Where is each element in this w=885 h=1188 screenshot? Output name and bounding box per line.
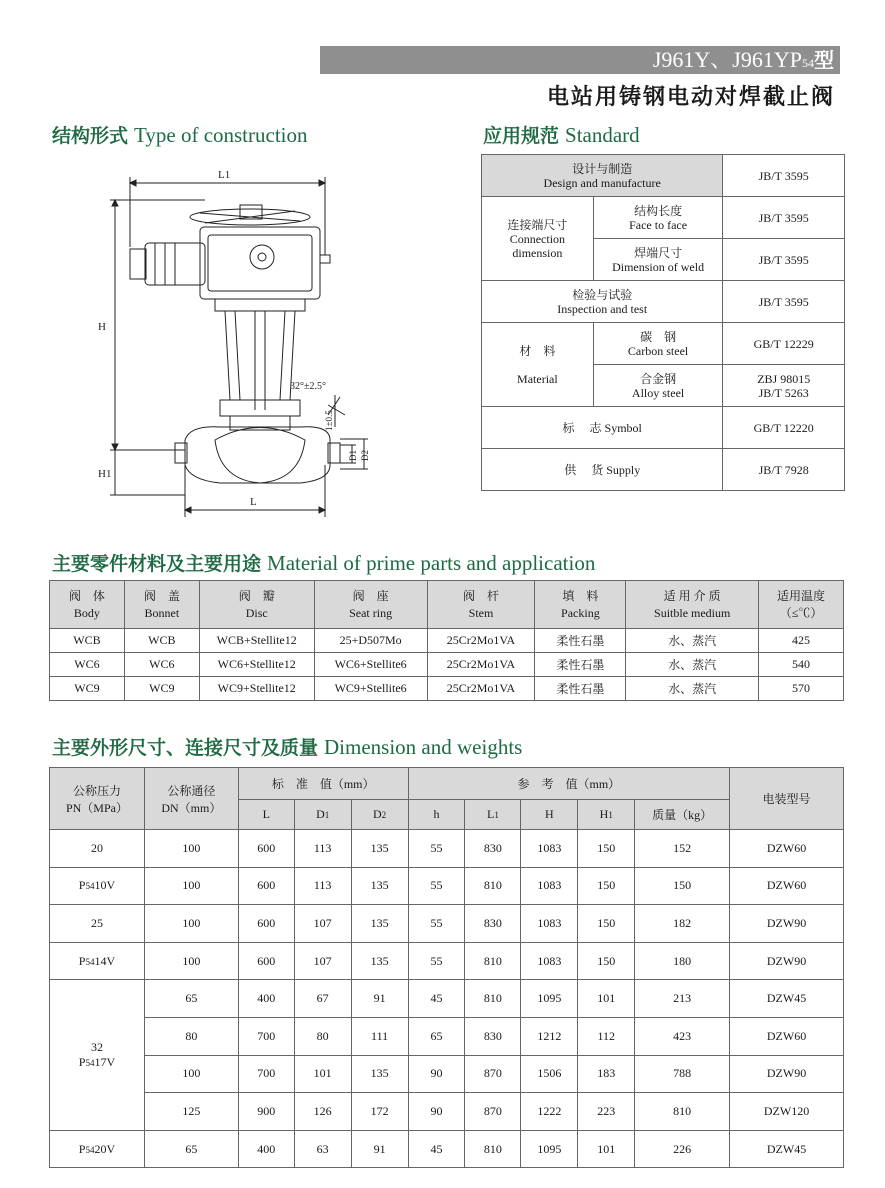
- connection-en2: dimension: [512, 245, 563, 260]
- table-row: [50, 905, 844, 943]
- dim-cell-h1: 112: [578, 1017, 635, 1055]
- table-row: [50, 942, 844, 980]
- alloy-code: [723, 365, 845, 407]
- dim-cell-l1: 830: [465, 1017, 521, 1055]
- col-d1-sub: 1: [324, 810, 330, 820]
- table-row: [50, 677, 844, 701]
- materials-cell: 25Cr2Mo1VA: [427, 653, 535, 677]
- pn-cell: [50, 980, 145, 1130]
- materials-header-en: Stem: [468, 605, 494, 620]
- dim-cell-d1: 67: [294, 980, 351, 1018]
- materials-header-cn: 填 料: [562, 588, 599, 603]
- material-en: Material: [517, 371, 558, 386]
- electric-header: 电装型号: [730, 768, 844, 830]
- supply-label: 供 货 Supply: [482, 449, 723, 491]
- materials-cell: WCB: [50, 629, 125, 653]
- materials-cell: 柔性石墨: [535, 677, 626, 701]
- weld-en: Dimension of weld: [612, 259, 705, 274]
- dim-cell-d1: 113: [294, 830, 351, 868]
- dim-cell-h: 1222: [521, 1093, 578, 1131]
- page-title: 电站用铸钢电动对焊截止阀: [546, 85, 835, 110]
- label-h1: H1: [98, 468, 112, 480]
- dimensions-heading-cn: 主要外形尺寸、连接尺寸及质量: [52, 737, 319, 759]
- materials-cell: WC6: [124, 653, 199, 677]
- dim-cell-mass: 788: [635, 1055, 730, 1093]
- pn-group-suffix: 17V: [94, 1055, 116, 1070]
- materials-header-cell: [199, 581, 314, 629]
- materials-cell: 25Cr2Mo1VA: [427, 629, 535, 653]
- dim-cell-dn: 100: [144, 867, 238, 905]
- carbon-en: Carbon steel: [627, 343, 689, 358]
- carbon-cn: 碳 钢: [640, 329, 677, 344]
- materials-header-cn: 阀 盖: [143, 588, 180, 603]
- materials-cell: WCB+Stellite12: [199, 629, 314, 653]
- dim-cell-dn: 125: [144, 1093, 238, 1131]
- pn-suffix: 20V: [94, 1141, 116, 1156]
- materials-header-en: （≤℃）: [779, 605, 823, 620]
- dim-cell-mass: 213: [635, 980, 730, 1018]
- dim-cell-l: 700: [238, 1055, 294, 1093]
- dim-cell-h: 1083: [521, 867, 578, 905]
- dimensions-body: [50, 830, 844, 1168]
- dim-cell-model: DZW120: [730, 1093, 844, 1131]
- design-cn: 设计与制造: [572, 161, 633, 176]
- dim-cell-l: 400: [238, 1130, 294, 1168]
- inspection-code: JB/T 3595: [723, 281, 845, 323]
- construction-heading-en: Type of construction: [134, 123, 308, 147]
- materials-cell: 540: [759, 653, 844, 677]
- dim-cell-dn: 100: [144, 905, 238, 943]
- dim-cell-h: 1212: [521, 1017, 578, 1055]
- dim-cell-d1: 80: [294, 1017, 351, 1055]
- table-row: [482, 407, 845, 449]
- dim-cell-mass: 810: [635, 1093, 730, 1131]
- dim-cell-h: 1083: [521, 830, 578, 868]
- alloy-code-2: JB/T 5263: [758, 385, 809, 400]
- table-row: [50, 830, 844, 868]
- dim-cell-d2: 91: [351, 980, 408, 1018]
- materials-header-row: [50, 581, 844, 629]
- pn-prefix: P: [78, 953, 86, 968]
- pn-header-en: PN（MPa）: [65, 800, 128, 815]
- col-hh: H: [521, 800, 578, 830]
- symbol-code: GB/T 12220: [723, 407, 845, 449]
- table-row: [482, 323, 845, 365]
- materials-header-cn: 适 用 介 质: [663, 588, 721, 603]
- pn-cell: 25: [50, 905, 145, 943]
- dim-cell-mass: 152: [635, 830, 730, 868]
- materials-cell: 水、蒸汽: [626, 653, 759, 677]
- dim-cell-model: DZW90: [730, 905, 844, 943]
- materials-header-cell: [50, 581, 125, 629]
- dim-cell-h: 1506: [521, 1055, 578, 1093]
- col-h: h: [408, 800, 465, 830]
- pn-header: [50, 768, 145, 830]
- dim-cell-h: 90: [408, 1093, 465, 1131]
- pn-prefix: P: [78, 1141, 86, 1156]
- col-h1-sub: 1: [608, 810, 613, 820]
- materials-cell: WC9: [124, 677, 199, 701]
- connection-cn: 连接端尺寸: [507, 217, 568, 232]
- carbon-cell: [593, 323, 723, 365]
- dim-cell-h: 55: [408, 905, 465, 943]
- table-row: [50, 1130, 844, 1168]
- dim-cell-h1: 101: [578, 980, 635, 1018]
- dim-cell-dn: 65: [144, 1130, 238, 1168]
- dim-cell-model: DZW45: [730, 980, 844, 1018]
- col-mass: 质量（kg）: [635, 800, 730, 830]
- dim-cell-h: 65: [408, 1017, 465, 1055]
- materials-cell: 425: [759, 629, 844, 653]
- dim-cell-d2: 135: [351, 830, 408, 868]
- dim-cell-l: 700: [238, 1017, 294, 1055]
- construction-heading-cn: 结构形式: [52, 125, 129, 147]
- table-row: [482, 281, 845, 323]
- dim-cell-dn: 100: [144, 942, 238, 980]
- dim-cell-l: 600: [238, 867, 294, 905]
- material-cell: [482, 323, 594, 407]
- materials-heading-cn: 主要零件材料及主要用途: [52, 553, 262, 575]
- materials-body: [50, 629, 844, 701]
- materials-header-en: Suitble medium: [654, 605, 731, 620]
- dim-cell-h1: 150: [578, 867, 635, 905]
- alloy-cn: 合金钢: [640, 371, 677, 386]
- label-l1: L1: [218, 169, 231, 181]
- table-row: [50, 653, 844, 677]
- standard-heading: [483, 121, 640, 148]
- dim-cell-l: 600: [238, 942, 294, 980]
- materials-header-cn: 适用温度: [777, 588, 826, 603]
- dimensions-header-row-1: [50, 768, 844, 800]
- model-type: 型: [814, 48, 834, 72]
- dim-cell-h1: 150: [578, 905, 635, 943]
- pn-prefix: P: [78, 878, 86, 893]
- standard-heading-en: Standard: [565, 123, 640, 147]
- material-cn: 材 料: [519, 343, 556, 358]
- dim-cell-d2: 135: [351, 867, 408, 905]
- dim-cell-h1: 150: [578, 830, 635, 868]
- col-h1: [578, 800, 635, 830]
- materials-header-en: Packing: [561, 605, 600, 620]
- dim-cell-l: 600: [238, 830, 294, 868]
- dim-cell-l1: 810: [465, 980, 521, 1018]
- dim-cell-mass: 423: [635, 1017, 730, 1055]
- dim-cell-dn: 65: [144, 980, 238, 1018]
- dim-cell-d2: 172: [351, 1093, 408, 1131]
- label-angle: 32°±2.5°: [290, 381, 326, 392]
- pn-cell: 20: [50, 830, 145, 868]
- materials-cell: 柔性石墨: [535, 653, 626, 677]
- dim-cell-l1: 870: [465, 1055, 521, 1093]
- dim-cell-mass: 180: [635, 942, 730, 980]
- materials-header-cell: [314, 581, 427, 629]
- construction-heading: [52, 121, 308, 148]
- table-row: [50, 1017, 844, 1055]
- col-l: L: [238, 800, 294, 830]
- materials-header-cn: 阀 体: [68, 588, 105, 603]
- dim-cell-h1: 183: [578, 1055, 635, 1093]
- dim-cell-d2: 135: [351, 1055, 408, 1093]
- pn-group-value: 32: [90, 1040, 103, 1055]
- dim-cell-mass: 226: [635, 1130, 730, 1168]
- model-suffix: 54: [802, 56, 814, 70]
- label-d1: D1: [348, 450, 358, 461]
- dn-header: [144, 768, 238, 830]
- inspection-en: Inspection and test: [557, 301, 648, 316]
- face-cell: [593, 197, 723, 239]
- col-d1-main: D: [316, 807, 325, 821]
- col-h1-main: H: [599, 807, 609, 821]
- materials-cell: WC9: [50, 677, 125, 701]
- dim-cell-model: DZW60: [730, 830, 844, 868]
- dim-cell-l1: 810: [465, 942, 521, 980]
- supply-code: JB/T 7928: [723, 449, 845, 491]
- dim-cell-d1: 126: [294, 1093, 351, 1131]
- materials-cell: 25+D507Mo: [314, 629, 427, 653]
- label-d2: D2: [360, 450, 370, 461]
- label-l: L: [250, 496, 257, 508]
- dim-cell-dn: 80: [144, 1017, 238, 1055]
- design-code: JB/T 3595: [723, 155, 845, 197]
- pn-group-prefix: P: [78, 1055, 86, 1070]
- dim-cell-d1: 107: [294, 942, 351, 980]
- col-d2-main: D: [373, 807, 382, 821]
- dimensions-heading-en: Dimension and weights: [324, 735, 523, 759]
- materials-header-cell: [124, 581, 199, 629]
- dim-cell-l1: 810: [465, 1130, 521, 1168]
- ref-group-header: 参 考 值（mm）: [408, 768, 730, 800]
- dn-header-en: DN（mm）: [161, 800, 222, 815]
- dim-cell-h1: 223: [578, 1093, 635, 1131]
- face-code: JB/T 3595: [723, 197, 845, 239]
- dim-cell-l1: 870: [465, 1093, 521, 1131]
- dim-cell-model: DZW60: [730, 1017, 844, 1055]
- dim-cell-d2: 135: [351, 942, 408, 980]
- materials-header-cn: 阀 座: [352, 588, 389, 603]
- dim-cell-h: 1095: [521, 1130, 578, 1168]
- pn-header-cn: 公称压力: [72, 783, 121, 798]
- design-cell: [482, 155, 723, 197]
- table-row: [482, 155, 845, 197]
- dim-cell-h: 1083: [521, 905, 578, 943]
- materials-header-cn: 阀 瓣: [238, 588, 275, 603]
- materials-header-cell: [759, 581, 844, 629]
- pn-cell: [50, 942, 145, 980]
- dim-cell-h: 90: [408, 1055, 465, 1093]
- materials-cell: WC6+Stellite6: [314, 653, 427, 677]
- materials-header-en: Seat ring: [349, 605, 393, 620]
- materials-header-en: Bonnet: [144, 605, 180, 620]
- col-d1: [294, 800, 351, 830]
- face-en: Face to face: [629, 217, 688, 232]
- connection-cell: [482, 197, 594, 281]
- materials-header-cell: [427, 581, 535, 629]
- dim-cell-h: 45: [408, 980, 465, 1018]
- dim-cell-d2: 135: [351, 905, 408, 943]
- dim-cell-h1: 101: [578, 1130, 635, 1168]
- dim-cell-h1: 150: [578, 942, 635, 980]
- weld-code: JB/T 3595: [723, 239, 845, 281]
- table-row: [50, 629, 844, 653]
- dim-cell-h: 55: [408, 830, 465, 868]
- inspection-cn: 检验与试验: [572, 287, 633, 302]
- materials-cell: 柔性石墨: [535, 629, 626, 653]
- materials-heading-en: Material of prime parts and application: [267, 551, 596, 575]
- alloy-code-1: ZBJ 98015: [757, 371, 811, 386]
- design-en: Design and manufacture: [543, 175, 661, 190]
- dim-cell-d1: 63: [294, 1130, 351, 1168]
- table-row: [50, 980, 844, 1018]
- materials-header-cell: [626, 581, 759, 629]
- dim-cell-model: DZW45: [730, 1130, 844, 1168]
- standard-heading-cn: 应用规范: [483, 125, 560, 147]
- dim-cell-dn: 100: [144, 830, 238, 868]
- carbon-code: GB/T 12229: [723, 323, 845, 365]
- dim-cell-d2: 111: [351, 1017, 408, 1055]
- col-l1-main: L: [486, 807, 495, 821]
- dim-cell-h: 1095: [521, 980, 578, 1018]
- weld-cn: 焊端尺寸: [634, 245, 683, 260]
- face-cn: 结构长度: [634, 203, 683, 218]
- dn-header-cn: 公称通径: [167, 783, 216, 798]
- table-row: [482, 449, 845, 491]
- materials-cell: WC9+Stellite12: [199, 677, 314, 701]
- dim-cell-l1: 810: [465, 867, 521, 905]
- weld-cell: [593, 239, 723, 281]
- valve-drawing: [90, 165, 420, 520]
- pn-cell: [50, 1130, 145, 1168]
- model-code: J961Y、J961YP: [652, 47, 802, 72]
- materials-cell: WCB: [124, 629, 199, 653]
- col-l1: [465, 800, 521, 830]
- materials-heading: [52, 549, 595, 576]
- dimensions-heading: [52, 733, 522, 760]
- col-d2: [351, 800, 408, 830]
- pn-suffix: 14V: [94, 953, 116, 968]
- dim-cell-d2: 91: [351, 1130, 408, 1168]
- materials-header-en: Disc: [245, 605, 268, 620]
- dim-cell-model: DZW90: [730, 1055, 844, 1093]
- label-tol: 1±0.5: [324, 410, 334, 431]
- pn-sub: 54: [85, 881, 95, 892]
- materials-cell: WC6: [50, 653, 125, 677]
- dim-cell-h: 45: [408, 1130, 465, 1168]
- dim-cell-l1: 830: [465, 905, 521, 943]
- dim-cell-mass: 182: [635, 905, 730, 943]
- materials-cell: WC9+Stellite6: [314, 677, 427, 701]
- dim-cell-d1: 113: [294, 867, 351, 905]
- std-group-header: 标 准 值（mm）: [238, 768, 408, 800]
- label-h: H: [98, 321, 106, 333]
- dim-cell-h: 1083: [521, 942, 578, 980]
- dim-cell-mass: 150: [635, 867, 730, 905]
- table-row: [50, 1093, 844, 1131]
- inspection-cell: [482, 281, 723, 323]
- table-row: [50, 867, 844, 905]
- dim-cell-l1: 830: [465, 830, 521, 868]
- dim-cell-h: 55: [408, 867, 465, 905]
- materials-header-en: Body: [73, 605, 100, 620]
- materials-header-cn: 阀 杆: [463, 588, 500, 603]
- dim-cell-d1: 107: [294, 905, 351, 943]
- pn-sub: 54: [85, 956, 95, 967]
- pn-cell: [50, 867, 145, 905]
- symbol-label: 标 志 Symbol: [482, 407, 723, 449]
- materials-cell: 25Cr2Mo1VA: [427, 677, 535, 701]
- materials-table: [49, 580, 844, 701]
- standard-table: [481, 154, 845, 491]
- col-l1-sub: 1: [494, 810, 499, 820]
- materials-cell: 水、蒸汽: [626, 629, 759, 653]
- dim-cell-h: 55: [408, 942, 465, 980]
- table-row: [482, 197, 845, 239]
- dim-cell-l: 600: [238, 905, 294, 943]
- pn-sub: 54: [85, 1144, 95, 1155]
- dim-cell-model: DZW90: [730, 942, 844, 980]
- materials-header-cell: [535, 581, 626, 629]
- materials-cell: 水、蒸汽: [626, 677, 759, 701]
- col-d2-sub: 2: [381, 810, 387, 820]
- dim-cell-d1: 101: [294, 1055, 351, 1093]
- materials-cell: WC6+Stellite12: [199, 653, 314, 677]
- model-banner: [320, 46, 840, 74]
- alloy-en: Alloy steel: [631, 385, 685, 400]
- alloy-cell: [593, 365, 723, 407]
- pn-group-sub: 54: [85, 1058, 95, 1069]
- table-row: [50, 1055, 844, 1093]
- dimensions-table: [49, 767, 844, 1168]
- pn-suffix: 10V: [94, 878, 116, 893]
- connection-en: Connection: [509, 231, 566, 246]
- dim-cell-dn: 100: [144, 1055, 238, 1093]
- dim-cell-model: DZW60: [730, 867, 844, 905]
- dim-cell-l: 400: [238, 980, 294, 1018]
- dim-cell-l: 900: [238, 1093, 294, 1131]
- materials-cell: 570: [759, 677, 844, 701]
